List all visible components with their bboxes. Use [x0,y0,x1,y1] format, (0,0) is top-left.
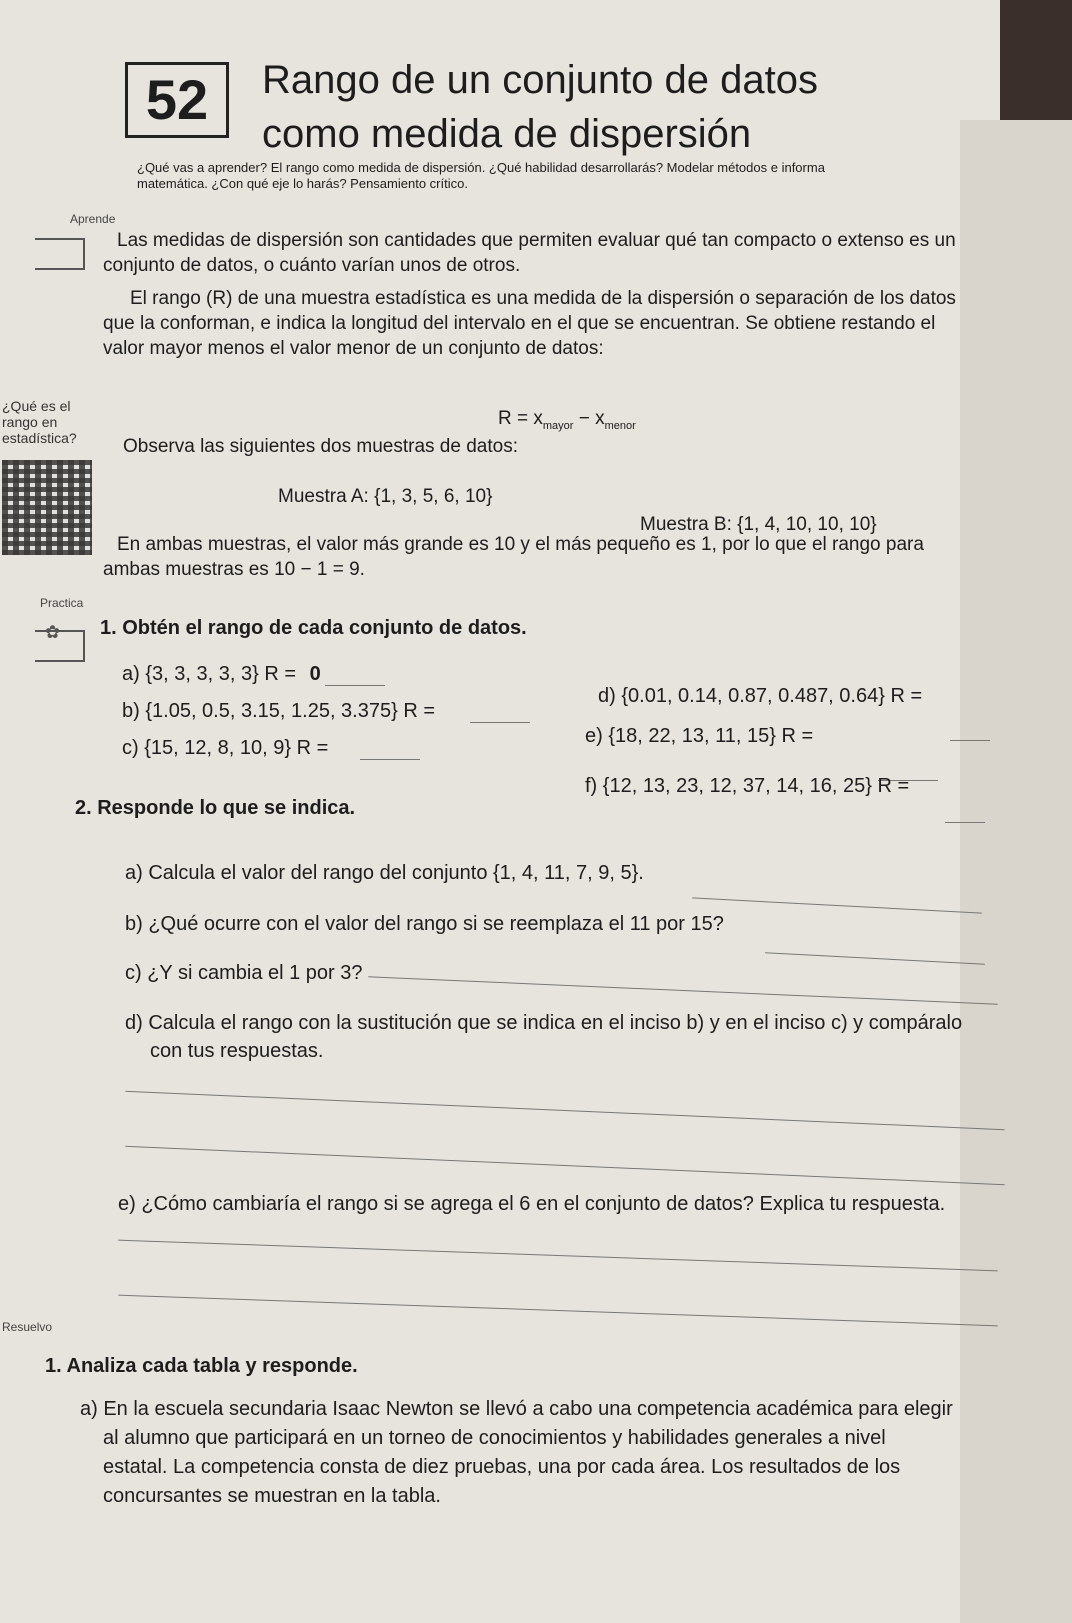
lesson-title-line1: Rango de un conjunto de datos [262,58,818,102]
resuelvo-a-line2: al alumno que participará en un torneo de conocimientos y habilidades generales a nivel [103,1427,886,1449]
item-f-answer-line[interactable] [945,822,985,823]
item-e: e) {18, 22, 13, 11, 15} R = [585,725,814,747]
resuelvo-a-line4: concursantes se muestran en la tabla. [103,1485,441,1507]
question-2d-line2: con tus respuestas. [150,1040,324,1062]
aprende-p1-line1: Las medidas de dispersión son cantidades que permiten evaluar qué tan compacto o extenso es un [117,230,956,251]
resuelvo-tag: Resuelvo [2,1320,53,1334]
objective-line1: ¿Qué vas a aprender? El rango como medida de dispersión. ¿Qué habilidad desarrollarás? Modelar métodos e informa [137,160,825,175]
lesson-title-line2: como medida de dispersión [262,112,752,156]
side-question-line3: estadística? [2,430,77,446]
page-edge-shadow [960,120,1072,1623]
aprende-p1-line2: conjunto de datos, o cuánto varían unos de otros. [103,255,521,276]
side-question-line2: rango en [2,414,58,430]
aprende-p2-line1: El rango (R) de una muestra estadística es una medida de la dispersión o separación de los datos [130,288,956,309]
exercise1-title: 1. Obtén el rango de cada conjunto de datos. [100,617,527,639]
conclusion-line1: En ambas muestras, el valor más grande es 10 y el más pequeño es 1, por lo que el rango para [117,534,924,555]
item-b: b) {1.05, 0.5, 3.15, 1.25, 3.375} R = [122,700,436,722]
formula-r: R = x [498,408,543,429]
item-a-text: a) {3, 3, 3, 3, 3} R = [122,663,297,685]
item-f: f) {12, 13, 23, 12, 37, 14, 16, 25} R = [585,775,910,797]
item-a [122,663,321,686]
item-c: c) {15, 12, 8, 10, 9} R = [122,737,329,759]
question-2c: c) ¿Y si cambia el 1 por 3? [125,962,363,984]
item-d-answer-line[interactable] [950,740,990,741]
observe-text: Observa las siguientes dos muestras de datos: [123,436,518,457]
formula-minus: − x [573,408,605,429]
gear-icon: ✿ [45,622,61,642]
aprende-p2-line3: valor mayor menos el valor menor de un conjunto de datos: [103,338,604,359]
item-d: d) {0.01, 0.14, 0.87, 0.487, 0.64} R = [598,685,923,707]
question-2e: e) ¿Cómo cambiaría el rango si se agrega el 6 en el conjunto de datos? Explica tu respuesta. [118,1193,946,1215]
item-a-answer[interactable]: 0 [309,663,321,685]
section-bracket-icon [35,238,85,270]
side-question-line1: ¿Qué es el [2,398,71,414]
item-b-answer-line[interactable] [470,722,530,723]
objective-line2: matemática. ¿Con qué eje lo harás? Pensamiento crítico. [137,176,468,191]
exercise2-title: 2. Responde lo que se indica. [75,797,356,819]
item-a-answer-line[interactable] [325,685,385,686]
conclusion-line2: ambas muestras es 10 − 1 = 9. [103,559,365,580]
question-2a: a) Calcula el valor del rango del conjunto {1, 4, 11, 7, 9, 5}. [125,862,644,884]
resuelvo-a-line3: estatal. La competencia consta de diez pruebas, una por cada área. Los resultados de los [103,1456,901,1478]
item-c-answer-line[interactable] [360,759,420,760]
aprende-p2-line2: que la conforman, e indica la longitud del intervalo en el que se encuentran. Se obtiene restando el [103,313,936,334]
sample-a: Muestra A: {1, 3, 5, 6, 10} [278,486,493,507]
question-2b: b) ¿Qué ocurre con el valor del rango si se reemplaza el 11 por 15? [125,913,724,935]
question-2d-line1: d) Calcula el rango con la sustitución que se indica en el inciso b) y en el inciso c) y compáralo [125,1012,963,1034]
aprende-tag: Aprende [70,212,116,226]
lesson-number: 52 [125,62,229,138]
resuelvo-a-line1: a) En la escuela secundaria Isaac Newton se llevó a cabo una competencia académica para elegir [80,1398,953,1420]
range-formula [498,408,636,432]
formula-sub-menor: menor [604,419,636,432]
formula-sub-mayor: mayor [542,419,574,432]
practica-tag: Practica [40,596,84,610]
resuelvo-exercise1-title: 1. Analiza cada tabla y responde. [45,1355,358,1377]
sample-b: Muestra B: {1, 4, 10, 10, 10} [640,514,877,535]
qr-code[interactable] [2,460,92,555]
